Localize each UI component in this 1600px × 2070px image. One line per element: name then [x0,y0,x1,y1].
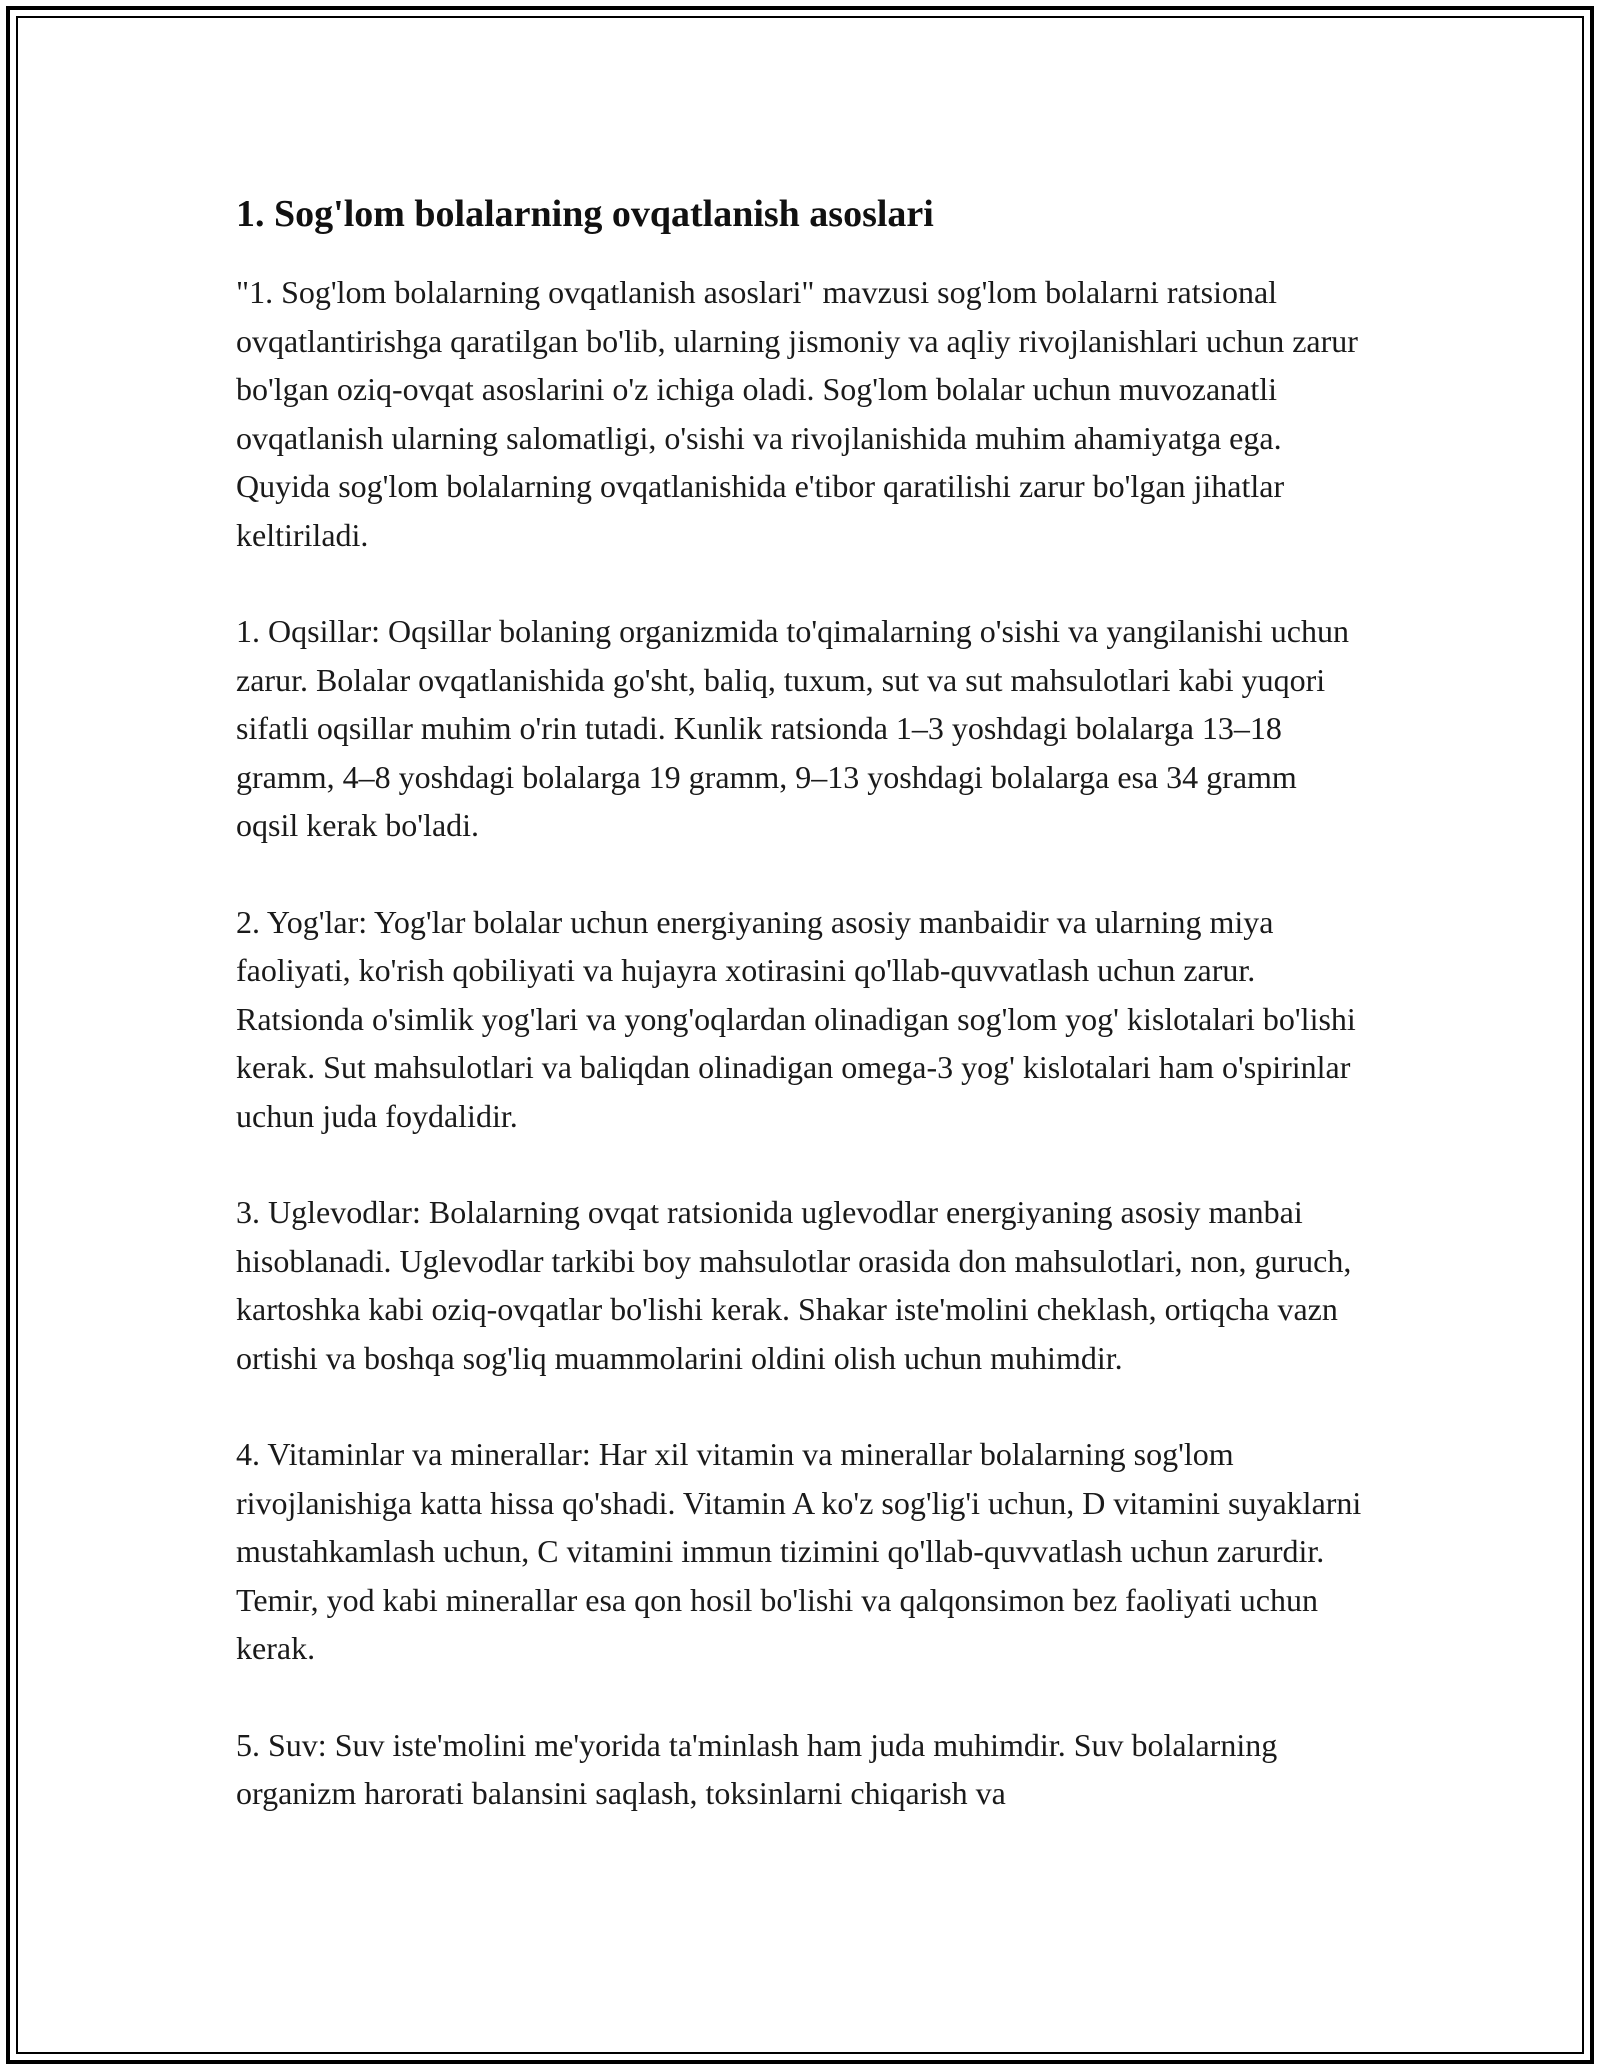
water-paragraph: 5. Suv: Suv iste'molini me'yorida ta'minlash ham juda muhimdir. Suv bolalarning organizm harorati balansini saqlash, toksinlarni chiqarish va [236,1726,1278,1811]
vitamins-minerals-paragraph: 4. Vitaminlar va minerallar: Har xil vitamin va minerallar bolalarning sog'lom rivojlanishiga katta hissa qo'shadi. Vitamin A ko'z sog'lig'i uchun, D vitamini suyaklarni mustahkamlash uchun, C vitamini immun tizimini qo'llab-quvvatlash uchun zarurdir. Temir, yod kabi minerallar esa qon hosil bo'lishi va qalqonsimon bez faoliyati uchun kerak. [236,1436,1362,1666]
document-body [236,186,1366,1866]
fats-paragraph: 2. Yog'lar: Yog'lar bolalar uchun energiyaning asosiy manbaidir va ularning miya faoliyati, ko'rish qobiliyati va hujayra xotirasini qo'llab-quvvatlash uchun zarur. Ratsionda o'simlik yog'lari va yong'oqlardan olinadigan sog'lom yog' kislotalari bo'lishi kerak. Sut mahsulotlari va baliqdan olinadigan omega-3 yog' kislotalari ham o'spirinlar uchun juda foydalidir. [236,903,1356,1134]
intro-paragraph: "1. Sog'lom bolalarning ovqatlanish asoslari" mavzusi sog'lom bolalarni ratsional ovqatlantirishga qaratilgan bo'lib, ularning jismoniy va aqliy rivojlanishlari uchun zarur bo'lgan oziq-ovqat asoslarini o'z ichiga oladi. Sog'lom bolalar uchun muvozanatli ovqatlanish ularning salomatligi, o'sishi va rivojlanishida muhim ahamiyatga ega. Quyida sog'lom bolalarning ovqatlanishida e'tibor qaratilishi zarur bo'lgan jihatlar keltiriladi. [236,274,1358,553]
document-title: 1. Sog'lom bolalarning ovqatlanish asoslari [236,193,934,235]
carbohydrates-paragraph: 3. Uglevodlar: Bolalarning ovqat ratsionida uglevodlar energiyaning asosiy manbai hisoblanadi. Uglevodlar tarkibi boy mahsulotlar orasida don mahsulotlari, non, guruch, kartoshka kabi oziq-ovqatlar bo'lishi kerak. Shakar iste'molini cheklash, ortiqcha vazn ortishi va boshqa sog'liq muammolarini oldini olish uchun muhimdir. [236,1194,1352,1376]
proteins-paragraph: 1. Oqsillar: Oqsillar bolaning organizmida to'qimalarning o'sishi va yangilanishi uchun zarur. Bolalar ovqatlanishida go'sht, baliq, tuxum, sut va sut mahsulotlari kabi yuqori sifatli oqsillar muhim o'rin tutadi. Kunlik ratsionda 1–3 yoshdagi bolalarga 13–18 gramm, 4–8 yoshdagi bolalarga 19 gramm, 9–13 yoshdagi bolalarga esa 34 gramm oqsil kerak bo'ladi. [236,613,1349,843]
